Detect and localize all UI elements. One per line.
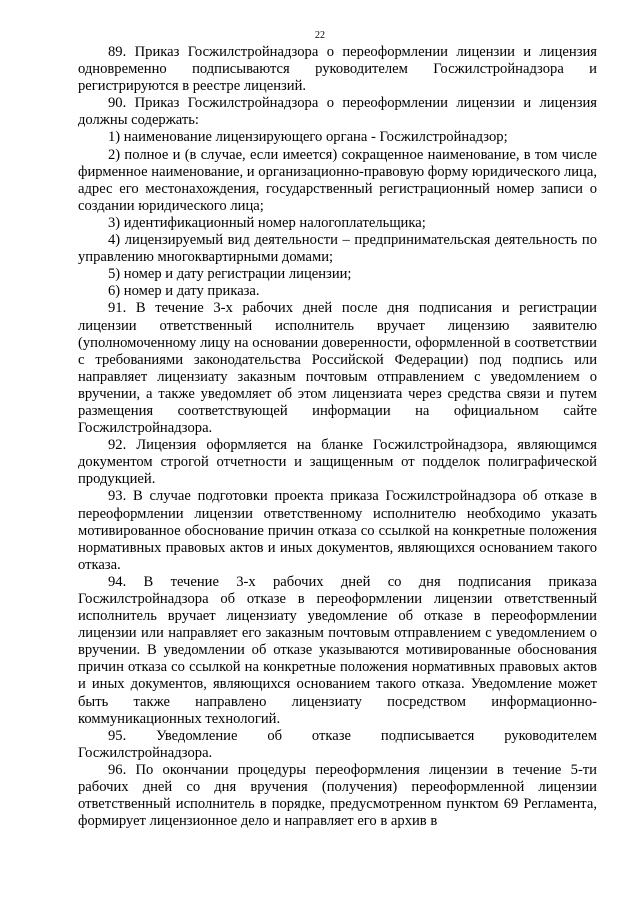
list-item-2: 2) полное и (в случае, если имеется) сокращенное наименование, в том числе фирменное наименование, и организационно-правовую форму юридического лица, адрес его местонахождения, государственный регистрационный номер записи о создании юридического лица; [78, 146, 597, 214]
list-item-3: 3) идентификационный номер налогоплательщика; [108, 214, 426, 231]
list-item-1: 1) наименование лицензирующего органа - Госжилстройнадзор; [108, 129, 508, 146]
paragraph-95: 95. Уведомление об отказе подписывается руководителем Госжилстройнадзора. [78, 727, 597, 761]
list-item-5: 5) номер и дату регистрации лицензии; [108, 266, 352, 283]
paragraph-93: 93. В случае подготовки проекта приказа Госжилстройнадзора об отказе в переоформлении лицензии ответственному исполнителю необходимо указать мотивированное обоснование причин отказа со ссылкой на конкретные положения нормативных правовых актов и иных документов, являющихся основанием такого отказа. [78, 488, 597, 573]
document-body [78, 44, 597, 830]
paragraph-94: 94. В течение 3-х рабочих дней со дня подписания приказа Госжилстройнадзора об отказе в переоформлении лицензии ответственный исполнитель вручает лицензиату уведомление об отказе в переоформлении лицензии или направляет его заказным почтовым отправлением с уведомлением о вручении. В уведомлении об отказе указываются мотивированные обоснования причин отказа со ссылкой на конкретные положения нормативных правовых актов и иных документов, являющихся основанием такого отказа. Уведомление может быть также направлено лицензиату посредством информационно-коммуникационных технологий. [78, 573, 597, 727]
page-number: 22 [315, 30, 325, 41]
paragraph-91: 91. В течение 3-х рабочих дней после дня подписания и регистрации лицензии ответственный исполнитель вручает лицензию заявителю (уполномоченному лицу на основании доверенности, оформленной в соответствии с требованиями законодательства Российской Федерации) под подпись или направляет лицензиату заказным почтовым отправлением с уведомлением о вручении, а также уведомляет об этом лицензиата через средства связи и путем размещения соответствующей информации на официальном сайте Госжилстройнадзора. [78, 300, 597, 437]
paragraph-90: 90. Приказ Госжилстройнадзора о переоформлении лицензии и лицензия должны содержать: [78, 95, 597, 129]
list-item-4: 4) лицензируемый вид деятельности – предпринимательская деятельность по управлению многоквартирными домами; [78, 232, 597, 266]
list-item-6: 6) номер и дату приказа. [108, 283, 260, 300]
paragraph-89: 89. Приказ Госжилстройнадзора о переоформлении лицензии и лицензия одновременно подписываются руководителем Госжилстройнадзора и регистрируются в реестре лицензий. [78, 44, 597, 95]
paragraph-92: 92. Лицензия оформляется на бланке Госжилстройнадзора, являющимся документом строгой отчетности и защищенным от подделок полиграфической продукцией. [78, 437, 597, 488]
paragraph-96: 96. По окончании процедуры переоформления лицензии в течение 5-ти рабочих дней со дня вручения (получения) переоформленной лицензии ответственный исполнитель в порядке, предусмотренном пунктом 69 Регламента, формирует лицензионное дело и направляет его в архив в [78, 761, 597, 830]
